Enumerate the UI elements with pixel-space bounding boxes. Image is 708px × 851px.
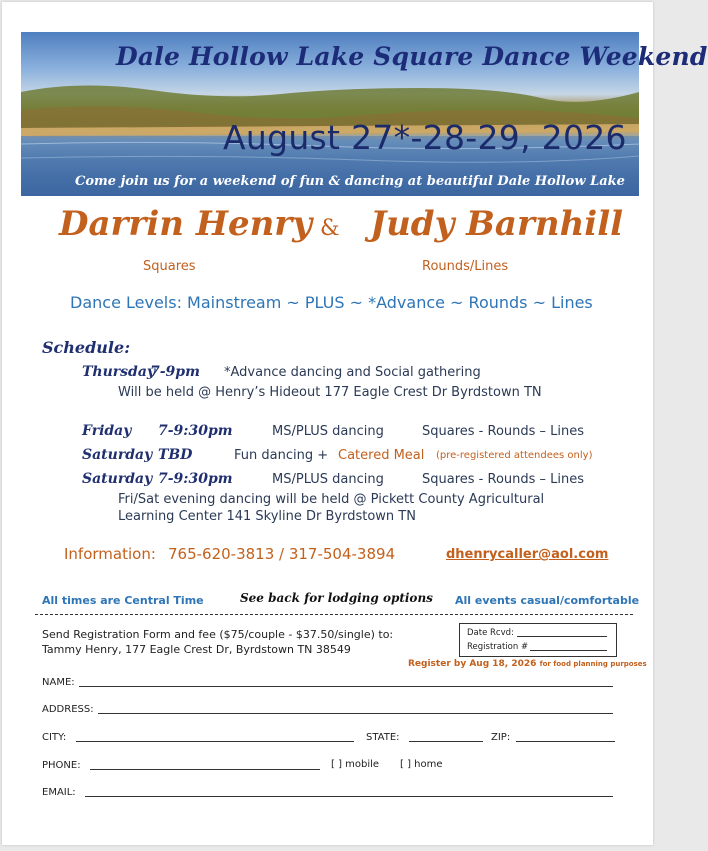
caller-1-role: Squares	[143, 259, 196, 274]
catered-meal: Catered Meal	[338, 448, 425, 463]
zip-label: ZIP:	[491, 732, 511, 743]
thursday-day: Thursday	[82, 364, 156, 380]
register-by-note: for food planning purposes	[539, 660, 647, 668]
event-title: Dale Hollow Lake Square Dance Weekend	[116, 42, 708, 71]
venue-line-2: Learning Center 141 Skyline Dr Byrdstown TN	[118, 509, 416, 524]
friday-day: Friday	[82, 423, 132, 439]
registration-number-line	[530, 650, 607, 651]
friday-desc: MS/PLUS dancing	[272, 424, 384, 439]
saturday-1-day: Saturday	[82, 447, 153, 463]
date-received-label: Date Rcvd:	[467, 628, 514, 638]
info-label: Information:	[64, 545, 156, 563]
state-label: STATE:	[366, 732, 400, 743]
info-phones: 765-620-3813 / 317-504-3894	[168, 545, 396, 563]
saturday-2-desc: MS/PLUS dancing	[272, 472, 384, 487]
friday-time: 7-9:30pm	[158, 423, 233, 439]
email-label: EMAIL:	[42, 787, 76, 798]
phone-label: PHONE:	[42, 760, 81, 771]
flyer-page	[2, 2, 708, 845]
send-instructions-line-1: Send Registration Form and fee ($75/couple - $37.50/single) to:	[42, 628, 394, 641]
thursday-location: Will be held @ Henry’s Hideout 177 Eagle Crest Dr Byrdstown TN	[118, 385, 542, 400]
register-by-deadline	[408, 659, 647, 669]
caller-2-name: Judy Barnhill	[370, 204, 624, 244]
dance-levels: Dance Levels: Mainstream ~ PLUS ~ *Advance ~ Rounds ~ Lines	[70, 293, 593, 312]
casual-note: All events casual/comfortable	[455, 594, 640, 607]
cut-line-divider	[35, 614, 633, 615]
caller-1-name: Darrin Henry	[59, 204, 312, 244]
thursday-time: 7-9pm	[150, 364, 200, 380]
saturday-1-desc: Fun dancing +	[234, 448, 329, 463]
home-checkbox[interactable]: [ ] home	[400, 759, 443, 770]
email-field[interactable]	[85, 796, 613, 797]
address-label: ADDRESS:	[42, 704, 94, 715]
saturday-1-time: TBD	[158, 447, 193, 463]
phone-field[interactable]	[90, 769, 320, 770]
friday-extra: Squares - Rounds – Lines	[422, 424, 585, 439]
register-by-date: Register by Aug 18, 2026	[408, 659, 537, 669]
name-field[interactable]	[79, 686, 613, 687]
city-field[interactable]	[76, 741, 354, 742]
meal-note: (pre-registered attendees only)	[436, 450, 593, 461]
lodging-note: See back for lodging options	[240, 591, 433, 605]
contact-email-link[interactable]: dhenrycaller@aol.com	[446, 547, 609, 562]
mobile-checkbox[interactable]: [ ] mobile	[331, 759, 380, 770]
state-field[interactable]	[409, 741, 483, 742]
date-received-line	[517, 636, 607, 637]
name-label: NAME:	[42, 677, 75, 688]
registration-number-label: Registration #	[467, 642, 529, 652]
send-instructions-line-2: Tammy Henry, 177 Eagle Crest Dr, Byrdstown TN 38549	[42, 643, 351, 656]
caller-2-role: Rounds/Lines	[422, 259, 509, 274]
office-use-box	[459, 623, 617, 657]
zip-field[interactable]	[516, 741, 615, 742]
lake-banner-image	[21, 32, 708, 196]
schedule-heading: Schedule:	[42, 338, 131, 357]
thursday-desc: *Advance dancing and Social gathering	[224, 365, 481, 380]
ampersand: &	[320, 216, 340, 241]
saturday-2-time: 7-9:30pm	[158, 471, 233, 487]
address-field[interactable]	[98, 713, 613, 714]
event-date: August 27*-28-29, 2026	[223, 118, 627, 157]
saturday-2-day: Saturday	[82, 471, 153, 487]
city-label: CITY:	[42, 732, 67, 743]
saturday-2-extra: Squares - Rounds – Lines	[422, 472, 585, 487]
venue-line-1: Fri/Sat evening dancing will be held @ Pickett County Agricultural	[118, 492, 545, 507]
central-time-note: All times are Central Time	[42, 594, 204, 607]
event-tagline: Come join us for a weekend of fun & dancing at beautiful Dale Hollow Lake	[75, 174, 625, 189]
